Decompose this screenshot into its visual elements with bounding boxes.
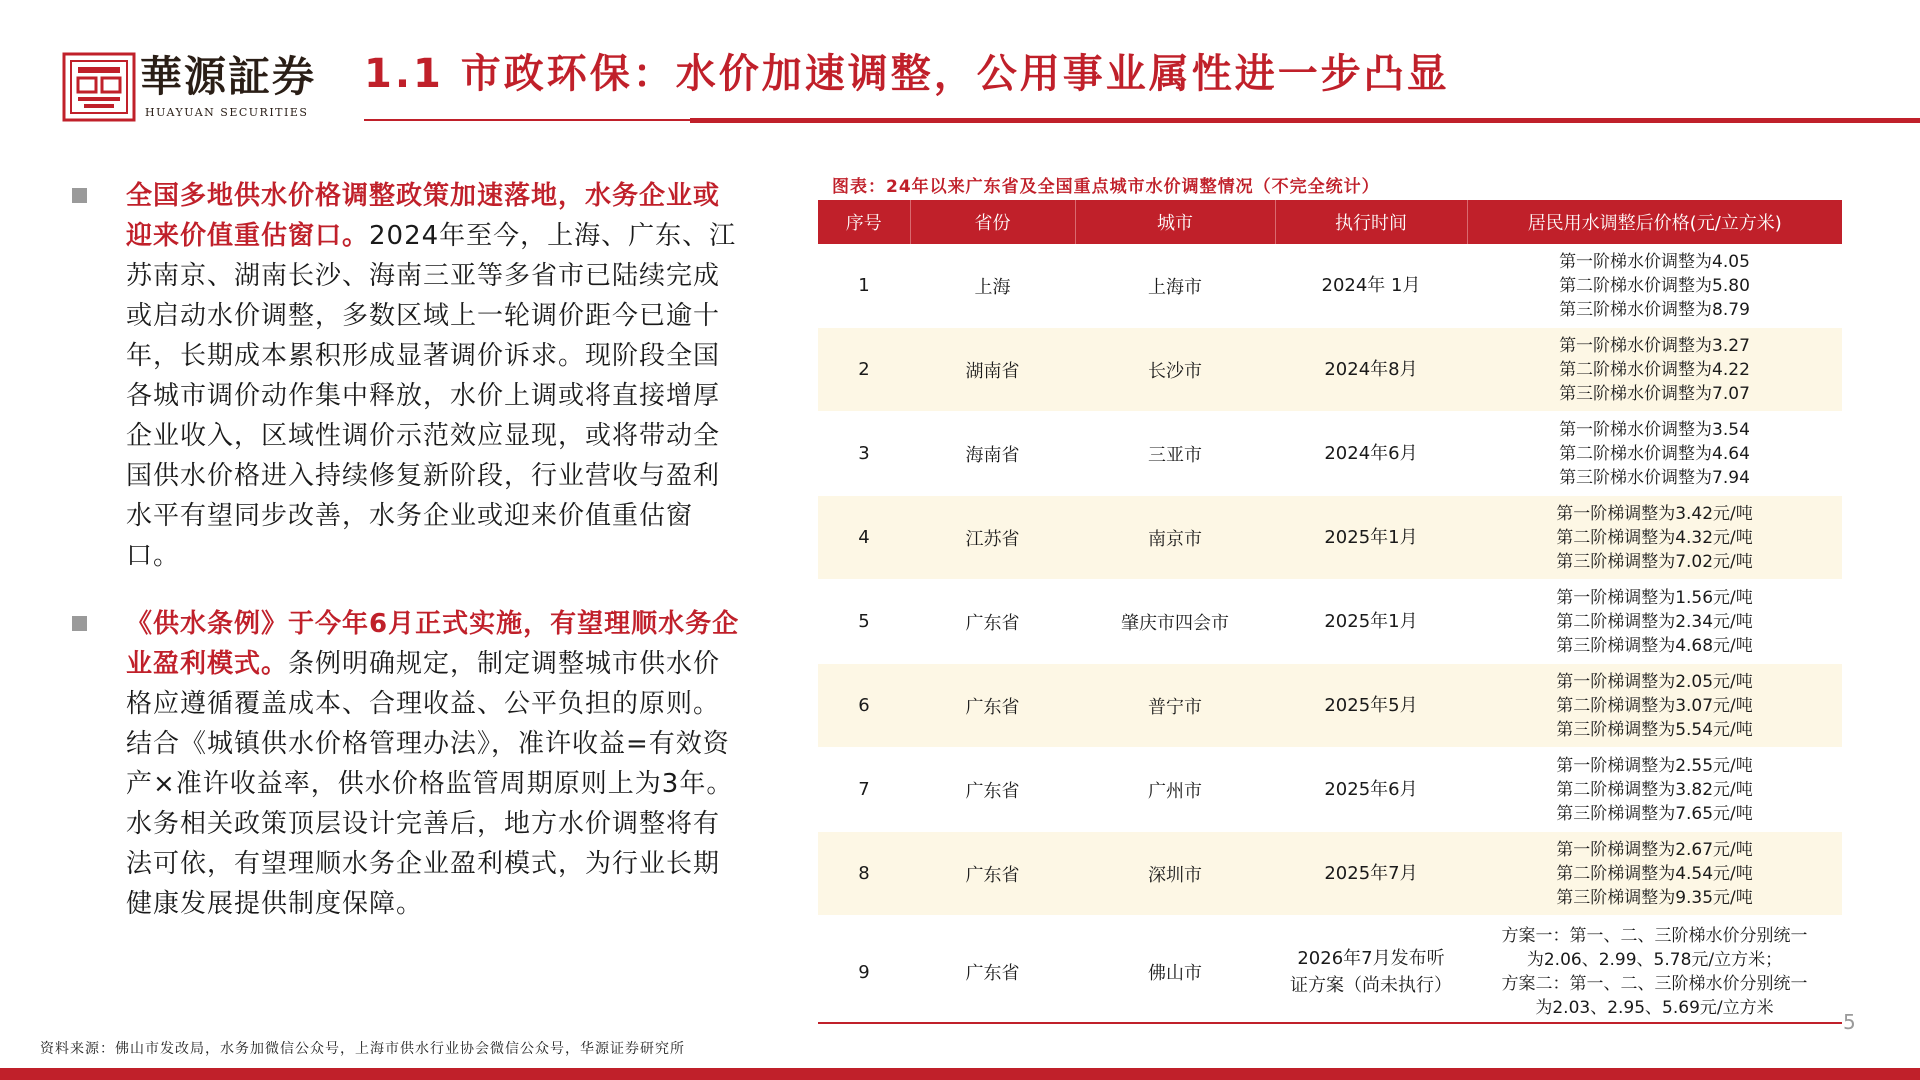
table-row — [818, 412, 1842, 496]
cell-price — [1467, 244, 1842, 328]
price-line: 第三阶梯调整为5.54元/吨 — [1556, 719, 1753, 740]
time-line: 2025年6月 — [1324, 779, 1418, 800]
cell-city: 上海市 — [1075, 244, 1275, 328]
brand-name-cn: 華源証券 — [140, 52, 317, 101]
cell-time — [1275, 916, 1467, 1029]
cell-province: 海南省 — [910, 412, 1075, 496]
price-line: 第三阶梯调整为4.68元/吨 — [1556, 635, 1753, 656]
time-line: 2025年1月 — [1324, 527, 1418, 548]
time-line: 2025年5月 — [1324, 695, 1418, 716]
cell-no: 5 — [818, 580, 910, 664]
cell-no: 8 — [818, 832, 910, 916]
cell-no: 4 — [818, 496, 910, 580]
price-line: 第一阶梯调整为3.42元/吨 — [1556, 503, 1753, 524]
cell-no: 1 — [818, 244, 910, 328]
cell-province: 江苏省 — [910, 496, 1075, 580]
table-row — [818, 664, 1842, 748]
table-row — [818, 496, 1842, 580]
cell-city: 肇庆市四会市 — [1075, 580, 1275, 664]
table-row — [818, 580, 1842, 664]
square-bullet-icon — [72, 616, 87, 631]
price-line: 第二阶梯调整为2.34元/吨 — [1556, 611, 1753, 632]
bullet-highlight: 全国多地供水价格调整政策加速落地，水务企业或迎来价值重估窗口。 — [126, 181, 721, 251]
column-header-price: 居民用水调整后价格(元/立方米) — [1467, 200, 1842, 244]
cell-province: 湖南省 — [910, 328, 1075, 412]
price-line: 第三阶梯水价调整为8.79 — [1559, 299, 1750, 320]
cell-time — [1275, 412, 1467, 496]
cell-province: 广东省 — [910, 916, 1075, 1029]
price-line: 第二阶梯调整为3.07元/吨 — [1556, 695, 1753, 716]
cell-price — [1467, 580, 1842, 664]
table-row — [818, 328, 1842, 412]
cell-price — [1467, 748, 1842, 832]
bullet-list — [72, 176, 740, 952]
cell-province: 广东省 — [910, 832, 1075, 916]
header-divider-thin — [364, 119, 690, 121]
cell-price — [1467, 916, 1842, 1029]
price-line: 为2.03、2.95、5.69元/立方米 — [1535, 998, 1774, 1018]
price-line: 第三阶梯调整为7.02元/吨 — [1556, 551, 1753, 572]
cell-no: 9 — [818, 916, 910, 1029]
cell-province: 广东省 — [910, 748, 1075, 832]
table-bottom-rule — [818, 1022, 1842, 1024]
price-line: 第三阶梯水价调整为7.94 — [1559, 467, 1750, 488]
bullet-body: 2024年至今，上海、广东、江苏南京、湖南长沙、海南三亚等多省市已陆续完成或启动水价调整，多数区域上一轮调价距今已逾十年，长期成本累积形成显著调价诉求。现阶段全国各城市调价动作集中释放，水价上调或将直接增厚企业收入，区域性调价示范效应显现，或将带动全国供水价格进入持续修复新阶段，行业营收与盈利水平有望同步改善，水务企业或迎来价值重估窗口。 — [126, 221, 737, 571]
cell-no: 7 — [818, 748, 910, 832]
price-line: 第三阶梯调整为7.65元/吨 — [1556, 803, 1753, 824]
cell-time — [1275, 748, 1467, 832]
price-line: 第二阶梯调整为3.82元/吨 — [1556, 779, 1753, 800]
page-number: 5 — [1843, 1010, 1856, 1034]
cell-city: 三亚市 — [1075, 412, 1275, 496]
source-note: 资料来源：佛山市发改局，水务加微信公众号，上海市供水行业协会微信公众号，华源证券研究所 — [40, 1041, 685, 1057]
huayuan-logo-icon — [62, 52, 136, 122]
time-line: 2024年6月 — [1324, 443, 1418, 464]
price-line: 第一阶梯调整为2.05元/吨 — [1556, 671, 1753, 692]
price-line: 为2.06、2.99、5.78元/立方米； — [1526, 950, 1783, 970]
table-header-row — [818, 200, 1842, 244]
cell-city: 长沙市 — [1075, 328, 1275, 412]
cell-time — [1275, 328, 1467, 412]
table-row — [818, 244, 1842, 328]
cell-no: 3 — [818, 412, 910, 496]
price-line: 第一阶梯调整为1.56元/吨 — [1556, 587, 1753, 608]
cell-city: 深圳市 — [1075, 832, 1275, 916]
square-bullet-icon — [72, 188, 87, 203]
cell-city: 南京市 — [1075, 496, 1275, 580]
bullet-body: 条例明确规定，制定调整城市供水价格应遵循覆盖成本、合理收益、公平负担的原则。结合《城镇供水价格管理办法》，准许收益=有效资产×准许收益率，供水价格监管周期原则上为3年。水务相关政策顶层设计完善后，地方水价调整将有法可依，有望理顺水务企业盈利模式，为行业长期健康发展提供制度保障。 — [126, 649, 734, 919]
cell-no: 2 — [818, 328, 910, 412]
price-line: 第二阶梯水价调整为4.64 — [1559, 443, 1750, 464]
cell-price — [1467, 832, 1842, 916]
bullet-highlight: 《供水条例》于今年6月正式实施，有望理顺水务企业盈利模式。 — [126, 609, 740, 679]
page-title: 1.1 市政环保：水价加速调整，公用事业属性进一步凸显 — [364, 51, 1450, 97]
header-divider — [690, 118, 1920, 123]
table-caption: 图表：24年以来广东省及全国重点城市水价调整情况（不完全统计） — [832, 177, 1380, 197]
cell-time — [1275, 832, 1467, 916]
price-line: 第一阶梯调整为2.67元/吨 — [1556, 839, 1753, 860]
column-header-no: 序号 — [818, 200, 910, 244]
price-line: 第二阶梯调整为4.32元/吨 — [1556, 527, 1753, 548]
time-line: 2025年7月 — [1324, 863, 1418, 884]
price-line: 第一阶梯水价调整为3.54 — [1559, 419, 1750, 440]
table-row — [818, 832, 1842, 916]
price-line: 第二阶梯水价调整为5.80 — [1559, 275, 1750, 296]
price-line: 第二阶梯水价调整为4.22 — [1559, 359, 1750, 380]
column-header-time: 执行时间 — [1275, 200, 1467, 244]
cell-price — [1467, 496, 1842, 580]
price-line: 方案一：第一、二、三阶梯水价分别统一 — [1501, 926, 1808, 946]
cell-price — [1467, 664, 1842, 748]
time-line: 2026年7月发布听 — [1297, 948, 1445, 969]
cell-price — [1467, 412, 1842, 496]
table-row — [818, 748, 1842, 832]
brand-name-en: HUAYUAN SECURITIES — [145, 106, 309, 119]
cell-time — [1275, 664, 1467, 748]
time-line: 2025年1月 — [1324, 611, 1418, 632]
price-line: 第三阶梯水价调整为7.07 — [1559, 383, 1750, 404]
bullet-item-regulation — [72, 604, 740, 924]
time-line: 2024年8月 — [1324, 359, 1418, 380]
price-line: 第一阶梯调整为2.55元/吨 — [1556, 755, 1753, 776]
cell-city: 广州市 — [1075, 748, 1275, 832]
cell-city: 佛山市 — [1075, 916, 1275, 1029]
column-header-city: 城市 — [1075, 200, 1275, 244]
price-line: 第一阶梯水价调整为3.27 — [1559, 335, 1750, 356]
price-line: 第二阶梯调整为4.54元/吨 — [1556, 863, 1753, 884]
cell-price — [1467, 328, 1842, 412]
water-price-table — [818, 200, 1842, 1029]
column-header-province: 省份 — [910, 200, 1075, 244]
price-line: 方案二：第一、二、三阶梯水价分别统一 — [1501, 974, 1808, 994]
cell-time — [1275, 244, 1467, 328]
cell-time — [1275, 496, 1467, 580]
cell-province: 广东省 — [910, 580, 1075, 664]
cell-province: 上海 — [910, 244, 1075, 328]
cell-city: 普宁市 — [1075, 664, 1275, 748]
cell-province: 广东省 — [910, 664, 1075, 748]
price-line: 第一阶梯水价调整为4.05 — [1559, 251, 1750, 272]
time-line: 证方案（尚未执行） — [1290, 975, 1452, 996]
cell-no: 6 — [818, 664, 910, 748]
footer-bar — [0, 1068, 1920, 1080]
price-line: 第三阶梯调整为9.35元/吨 — [1556, 887, 1753, 908]
time-line: 2024年 1月 — [1321, 275, 1421, 296]
table-row — [818, 916, 1842, 1029]
cell-time — [1275, 580, 1467, 664]
bullet-item-price-policy — [72, 176, 740, 576]
